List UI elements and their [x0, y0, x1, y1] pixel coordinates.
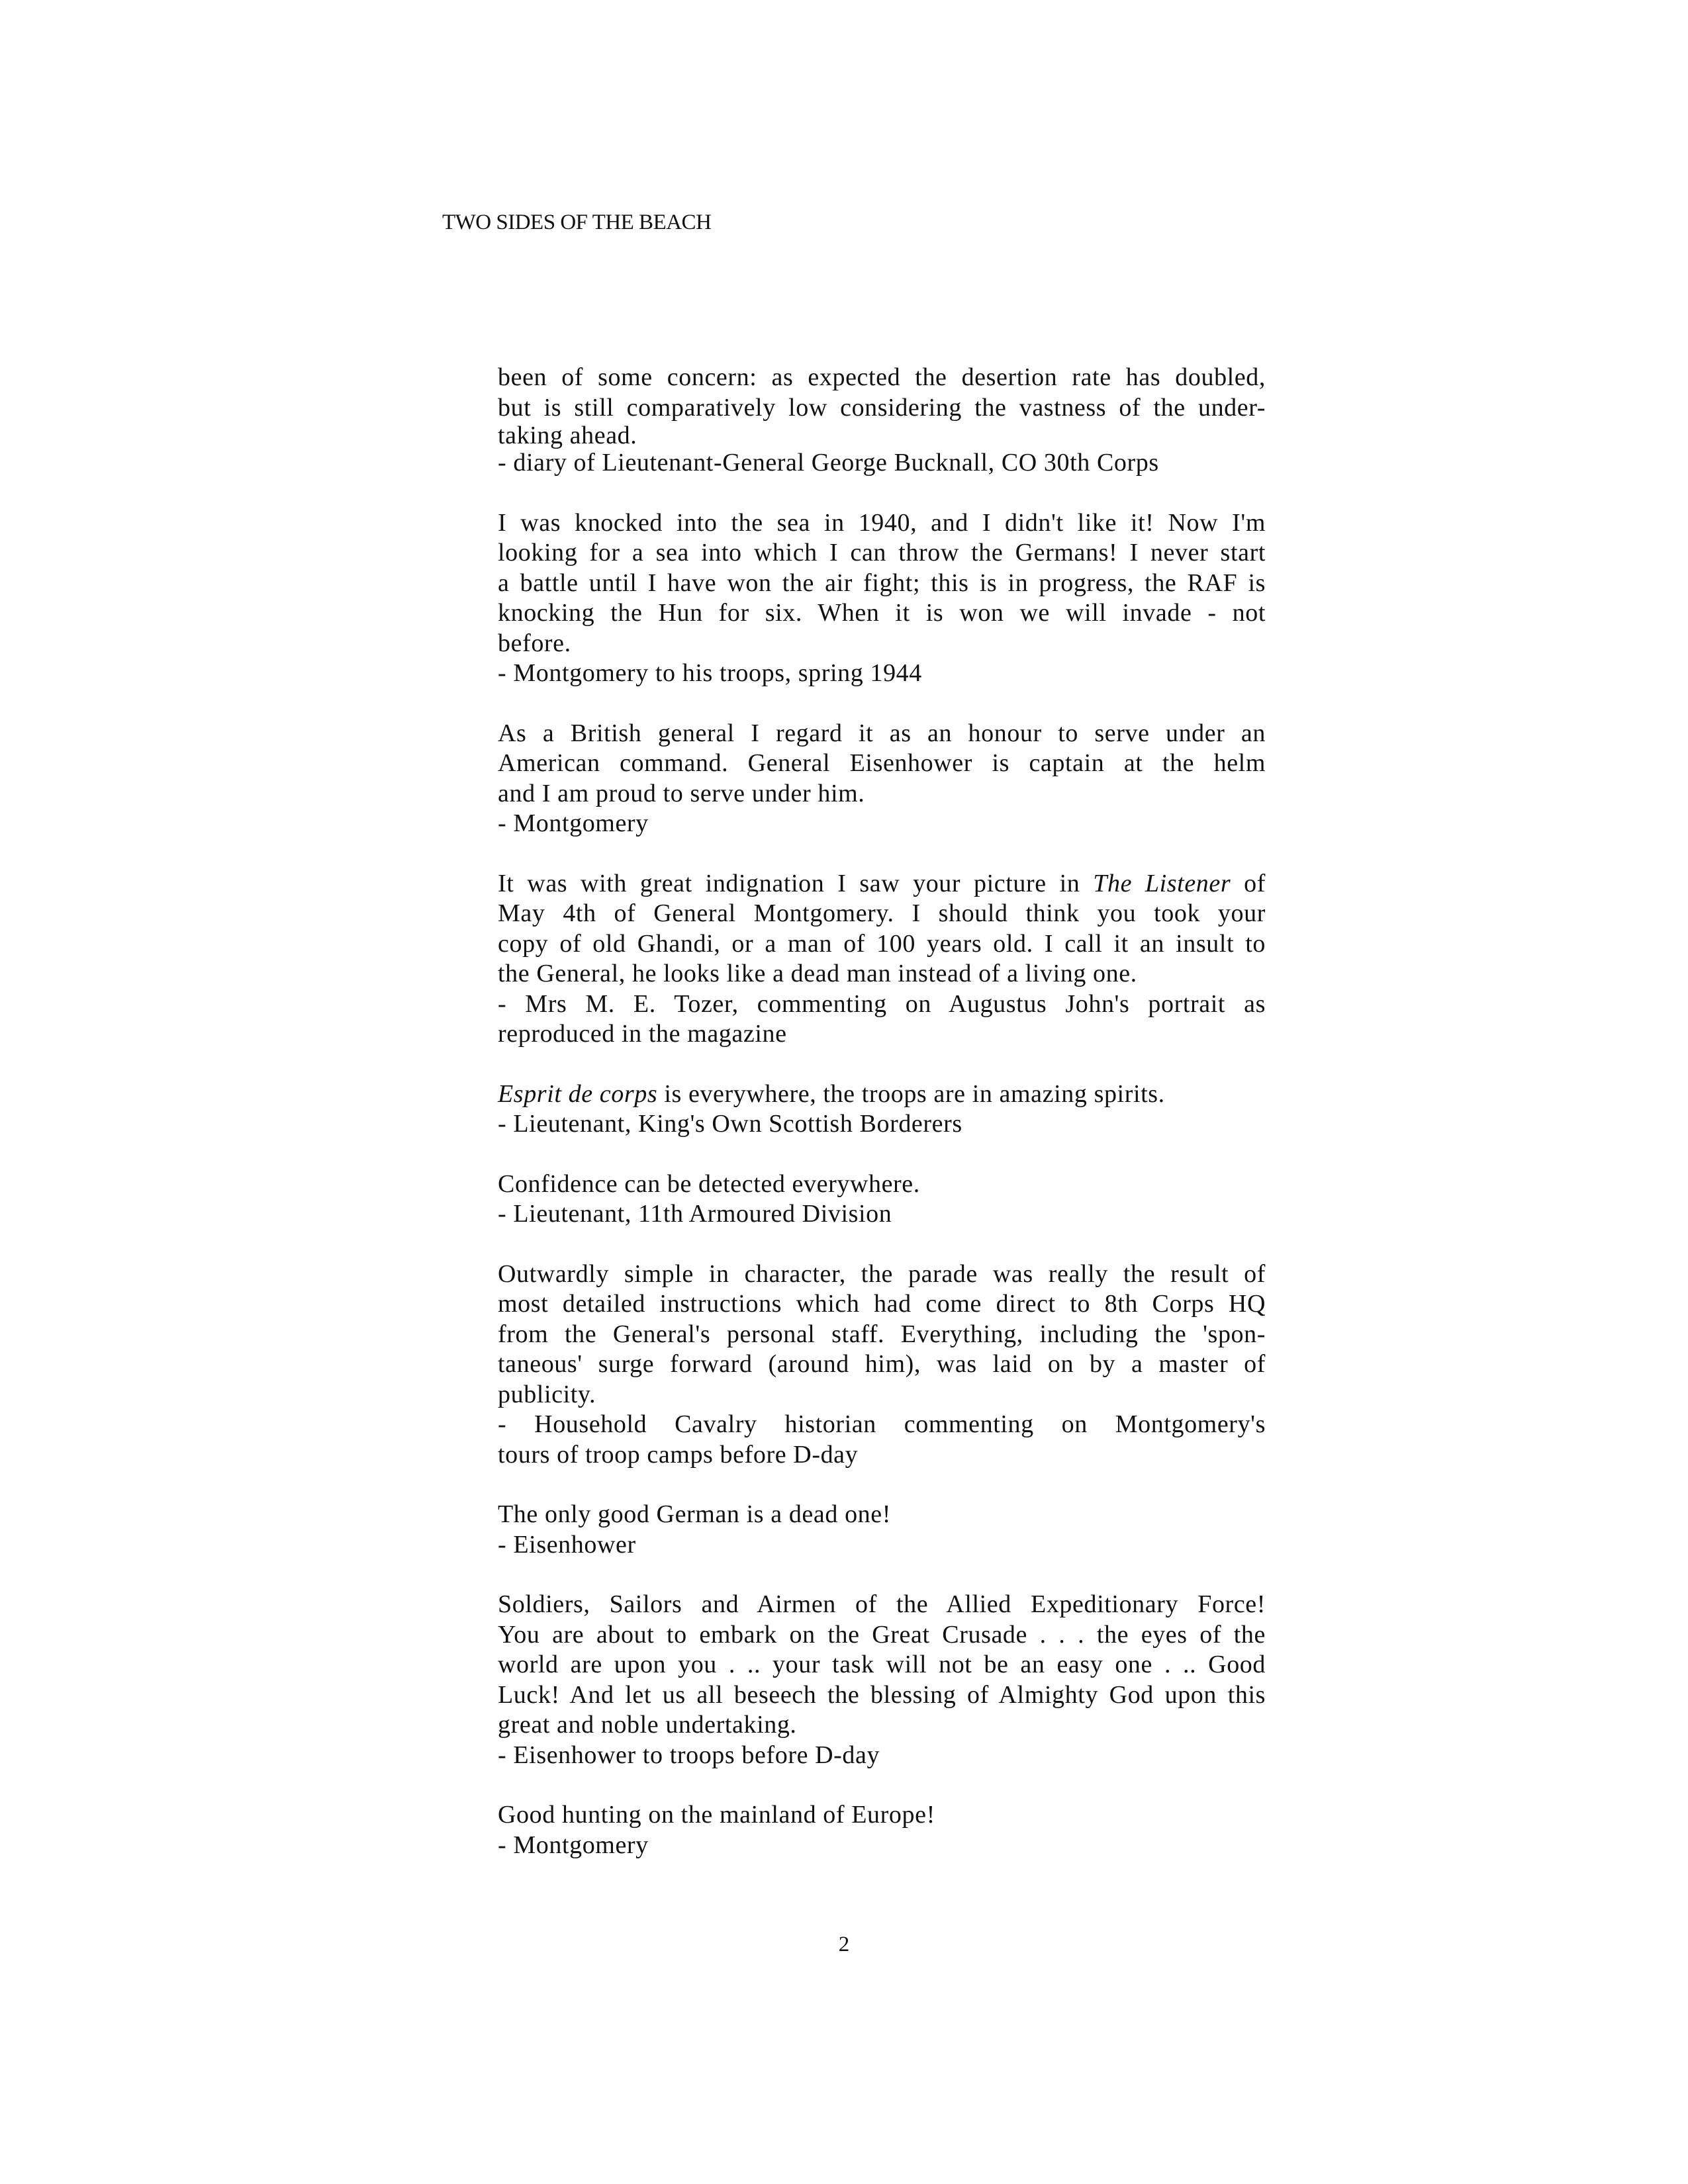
quote-attribution: - Montgomery — [498, 809, 649, 837]
quote-line: Confidence can be detected everywhere. — [498, 1169, 920, 1198]
quote-line: publicity. — [498, 1380, 596, 1408]
quote-attribution: tours of troop camps before D-day — [498, 1440, 859, 1469]
quote-line: Outwardly simple in character, the parade was really the result of — [498, 1259, 1266, 1288]
quote-line: Soldiers, Sailors and Airmen of the Allied Expeditionary Force! — [498, 1590, 1266, 1618]
quote-attribution: - Lieutenant, 11th Armoured Division — [498, 1200, 892, 1228]
quote-attribution: - Eisenhower — [498, 1530, 636, 1559]
quote-line: As a British general I regard it as an honour to serve under an — [498, 719, 1266, 747]
quote-block — [498, 1259, 1266, 1471]
quote-block — [498, 1800, 1266, 1860]
quote-attribution: - Lieutenant, King's Own Scottish Borderers — [498, 1110, 962, 1138]
quote-line: taking ahead. — [498, 422, 637, 449]
quote-line — [498, 869, 1266, 899]
quote-block — [498, 1169, 1266, 1230]
quote-line: a battle until I have won the air fight; this is in progress, the RAF is — [498, 569, 1266, 597]
quote-line-prefix: It was with great indignation I saw your picture in — [498, 869, 1080, 897]
quotations-column — [498, 363, 1266, 1890]
quote-line: You are about to embark on the Great Crusade . . . the eyes of the — [498, 1620, 1266, 1649]
quote-line: from the General's personal staff. Everything, including the 'spon- — [498, 1320, 1266, 1348]
quote-block — [498, 1079, 1266, 1140]
quote-line: but is still comparatively low considering the vastness of the under- — [498, 393, 1266, 422]
quote-line-rest: is everywhere, the troops are in amazing spirits. — [664, 1079, 1165, 1108]
running-head: TWO SIDES OF THE BEACH — [442, 210, 712, 234]
quote-block — [498, 869, 1266, 1050]
quote-attribution: reproduced in the magazine — [498, 1020, 787, 1048]
quote-line: May 4th of General Montgomery. I should think you took your — [498, 899, 1266, 927]
italic-phrase: Esprit de corps — [498, 1079, 658, 1108]
quote-block — [498, 1590, 1266, 1770]
quote-block — [498, 363, 1266, 478]
quote-line: before. — [498, 629, 571, 657]
quote-block — [498, 719, 1266, 839]
page-number: 2 — [838, 1933, 850, 1956]
quote-line-suffix: of — [1244, 869, 1266, 897]
quote-line: been of some concern: as expected the desertion rate has doubled, — [498, 363, 1266, 391]
quote-attribution: - diary of Lieutenant-General George Bucknall, CO 30th Corps — [498, 449, 1159, 477]
quote-line: and I am proud to serve under him. — [498, 779, 865, 807]
quote-line: Good hunting on the mainland of Europe! — [498, 1801, 935, 1829]
quote-line: great and noble undertaking. — [498, 1711, 797, 1739]
quote-block — [498, 508, 1266, 689]
quote-block — [498, 1500, 1266, 1560]
quote-attribution: - Eisenhower to troops before D-day — [498, 1741, 880, 1769]
quote-attribution: - Mrs M. E. Tozer, commenting on Augustus John's portrait as — [498, 989, 1266, 1018]
quote-line: world are upon you . .. your task will not be an easy one . .. Good — [498, 1651, 1266, 1678]
quote-attribution: - Household Cavalry historian commenting on Montgomery's — [498, 1410, 1266, 1438]
quote-line: taneous' surge forward (around him), was laid on by a master of — [498, 1350, 1266, 1378]
quote-line: I was knocked into the sea in 1940, and I didn't like it! Now I'm — [498, 508, 1266, 537]
quote-line — [498, 1079, 1266, 1110]
quote-line: Luck! And let us all beseech the blessing of Almighty God upon this — [498, 1680, 1266, 1709]
quote-line: looking for a sea into which I can throw the Germans! I never start — [498, 539, 1266, 567]
quote-line: American command. General Eisenhower is captain at the helm — [498, 749, 1266, 777]
quote-line: the General, he looks like a dead man instead of a living one. — [498, 960, 1137, 987]
quote-line: most detailed instructions which had come direct to 8th Corps HQ — [498, 1290, 1266, 1318]
quote-line: knocking the Hun for six. When it is won we will invade - not — [498, 599, 1266, 627]
publication-title: The Listener — [1093, 869, 1231, 897]
quote-attribution: - Montgomery — [498, 1831, 649, 1859]
quote-line: copy of old Ghandi, or a man of 100 years old. I call it an insult to — [498, 929, 1266, 958]
quote-line: The only good German is a dead one! — [498, 1500, 891, 1528]
quote-attribution: - Montgomery to his troops, spring 1944 — [498, 659, 922, 687]
